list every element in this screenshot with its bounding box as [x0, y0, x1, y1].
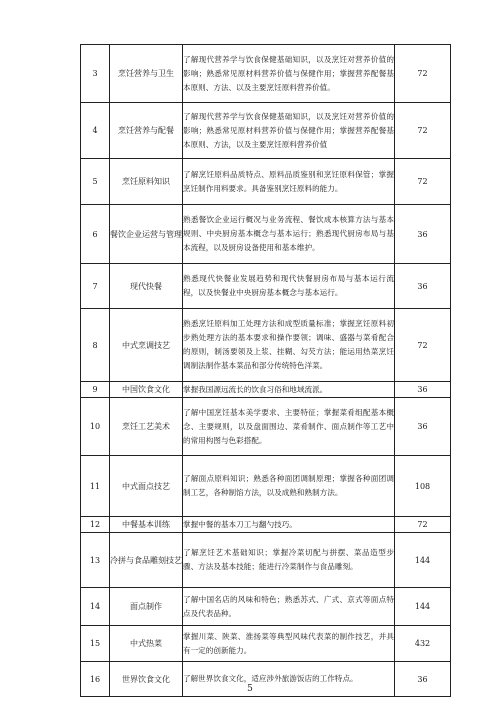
course-hours: 108: [395, 456, 451, 517]
row-number: 5: [81, 159, 110, 205]
table-row: [81, 159, 451, 205]
course-name: 中式热菜: [110, 626, 183, 662]
course-description: 了解面点原料知识；熟悉各种面团调制原理；掌握各种面团调制工艺，各种制馅方法，以及成熟和熟制方法。: [183, 456, 395, 517]
row-number: 6: [81, 205, 110, 264]
course-name: 中式烹调技艺: [110, 309, 183, 382]
row-number: 10: [81, 398, 110, 456]
course-hours: 144: [395, 533, 451, 588]
row-number: 3: [81, 45, 110, 103]
row-number: 16: [81, 662, 110, 697]
course-name: 面点制作: [110, 588, 183, 626]
row-number: 12: [81, 517, 110, 533]
course-name: 现代快餐: [110, 264, 183, 309]
course-table-body: [81, 45, 451, 697]
row-number: 15: [81, 626, 110, 662]
course-name: 烹饪工艺美术: [110, 398, 183, 456]
course-description: 了解现代营养学与饮食保健基础知识，以及烹饪对营养价值的影响；熟悉常见原材料营养价值与保健作用；掌握营养配餐基本原则、方法、以及主要烹饪原料营养价值。: [183, 45, 395, 103]
course-name: 烹饪营养与卫生: [110, 45, 183, 103]
course-description: 熟悉餐饮企业运行概况与业务流程、餐饮成本核算方法与基本规则、中央厨房基本概念与基本运行；熟悉现代厨房布局与基本流程，以及厨房设备使用和基本维护。: [183, 205, 395, 264]
table-row: [81, 45, 451, 103]
course-hours: 144: [395, 588, 451, 626]
page-number: 5: [247, 684, 253, 694]
course-description: 熟悉现代快餐业发展趋势和现代快餐厨房布局与基本运行流程，以及快餐业中央厨房基本概念与基本运行。: [183, 264, 395, 309]
row-number: 7: [81, 264, 110, 309]
course-hours: 72: [395, 517, 451, 533]
course-description: 掌握川菜、陕菜、淮扬菜等典型风味代表菜的制作技艺，并具有一定的创新能力。: [183, 626, 395, 662]
row-number: 8: [81, 309, 110, 382]
table-row: [81, 309, 451, 382]
course-name: 世界饮食文化: [110, 662, 183, 697]
table-row: [81, 398, 451, 456]
course-hours: 432: [395, 626, 451, 662]
course-name: 烹饪原料知识: [110, 159, 183, 205]
table-row: [81, 382, 451, 398]
course-hours: 36: [395, 264, 451, 309]
course-hours: 72: [395, 309, 451, 382]
table-row: [81, 103, 451, 159]
row-number: 14: [81, 588, 110, 626]
course-hours: 72: [395, 159, 451, 205]
course-hours: 36: [395, 662, 451, 697]
table-row: [81, 456, 451, 517]
course-name: 中式面点技艺: [110, 456, 183, 517]
course-description: 了解中国烹饪基本美学要求、主要特征；掌握菜肴组配基本概念、主要规则，以及盘面围边、菜肴制作、面点制作等工艺中的常用构图与色彩搭配。: [183, 398, 395, 456]
table-row: [81, 533, 451, 588]
course-name: 烹饪营养与配餐: [110, 103, 183, 159]
table-row: [81, 205, 451, 264]
table-row: [81, 626, 451, 662]
table-row: [81, 517, 451, 533]
course-description: 熟悉烹饪原料加工处理方法和成型质量标准；掌握烹饪原料初步熟处理方法的基本要求和操作要领；调味、盛器与菜肴配合的原则，制汤要领及上浆、挂糊、勾芡方法；能运用热菜烹饪调制法制作基本菜品和部分传统特色洋菜。: [183, 309, 395, 382]
row-number: 9: [81, 382, 110, 398]
course-name: 冷拼与食品雕刻技艺: [110, 533, 183, 588]
course-hours: 72: [395, 103, 451, 159]
course-description: 了解世界饮食文化，适应涉外旅游饭店的工作特点。: [183, 662, 395, 697]
course-description: 掌握中餐的基本刀工与翻勺技巧。: [183, 517, 395, 533]
course-description: 了解现代营养学与饮食保健基础知识，以及烹饪对营养价值的影响；熟悉常见原材料营养价值与保健作用；掌握营养配餐基本原则、方法，以及主要烹饪原料营养价值: [183, 103, 395, 159]
table-row: [81, 264, 451, 309]
course-name: 中国饮食文化: [110, 382, 183, 398]
course-description: 了解中国名店的风味和特色；熟悉苏式、广式、京式等面点特点及代表品种。: [183, 588, 395, 626]
course-hours: 36: [395, 382, 451, 398]
course-name: 餐饮企业运营与管理: [110, 205, 183, 264]
course-description: 了解烹饪艺术基础知识；掌握冷菜切配与拼摆、菜品造型步骤、方法及基本技能；能进行冷菜制作与食品雕刻。: [183, 533, 395, 588]
course-hours: 36: [395, 398, 451, 456]
row-number: 11: [81, 456, 110, 517]
course-table: [80, 44, 451, 697]
row-number: 4: [81, 103, 110, 159]
row-number: 13: [81, 533, 110, 588]
course-name: 中餐基本训练: [110, 517, 183, 533]
course-description: 了解烹饪原料品质特点、原料品质鉴别和烹饪原料保管；掌握烹饪制作用料要求。具备鉴别烹饪原料的能力。: [183, 159, 395, 205]
course-hours: 72: [395, 45, 451, 103]
course-hours: 36: [395, 205, 451, 264]
course-description: 掌握我国源远流长的饮食习俗和地域流派。: [183, 382, 395, 398]
table-row: [81, 588, 451, 626]
